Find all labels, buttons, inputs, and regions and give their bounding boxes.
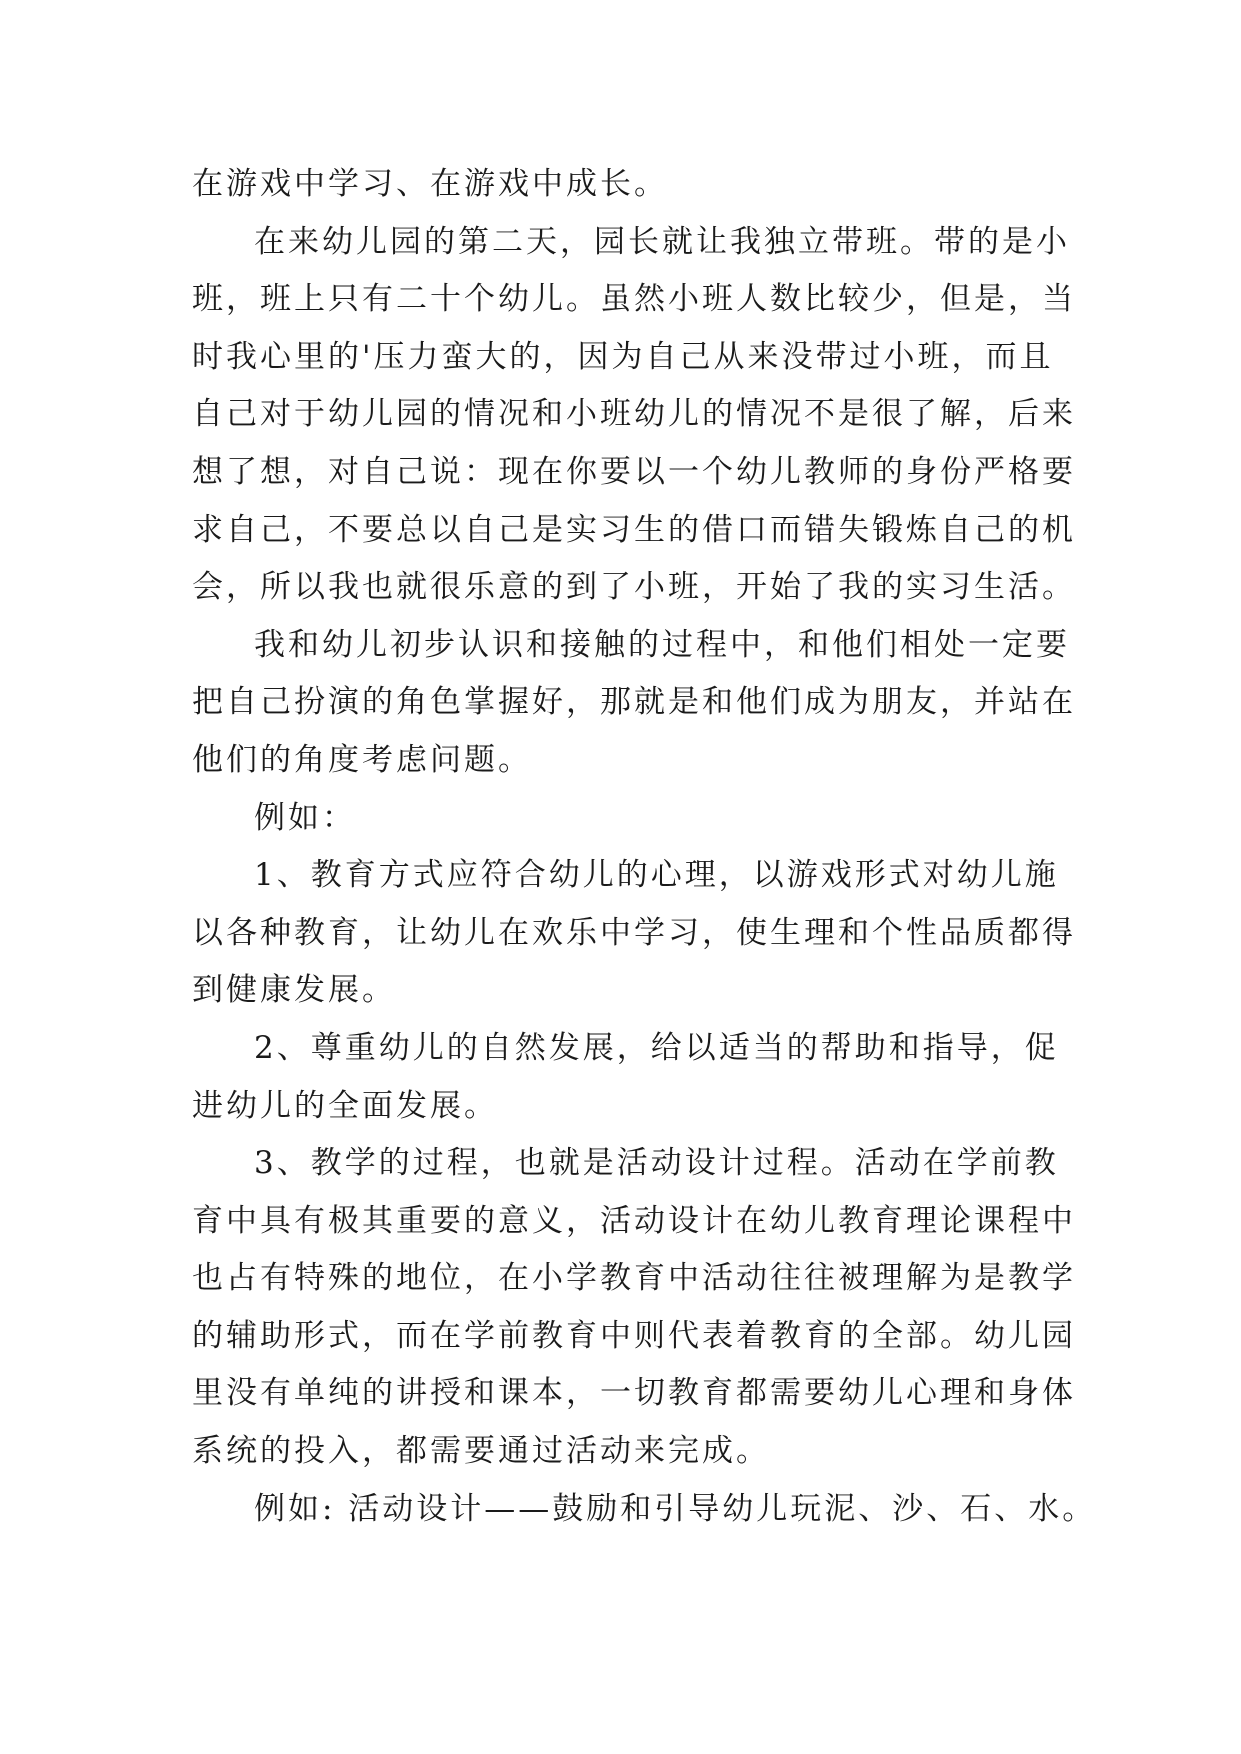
text-line: 3、教学的过程，也就是活动设计过程。活动在学前教 — [254, 1145, 1059, 1182]
text-line: 进幼儿的全面发展。 — [192, 1087, 498, 1124]
text-line: 系统的投入，都需要通过活动来完成。 — [192, 1433, 770, 1470]
text-line: 自己对于幼儿园的情况和小班幼儿的情况不是很了解，后来 — [192, 396, 1076, 433]
text-line: 班，班上只有二十个幼儿。虽然小班人数比较少，但是，当 — [192, 281, 1076, 318]
text-line: 把自己扮演的角色掌握好，那就是和他们成为朋友，并站在 — [192, 684, 1076, 721]
text-line: 以各种教育，让幼儿在欢乐中学习，使生理和个性品质都得 — [192, 914, 1076, 951]
text-line: 我和幼儿初步认识和接触的过程中，和他们相处一定要 — [254, 626, 1070, 663]
text-line: 2、尊重幼儿的自然发展，给以适当的帮助和指导，促 — [254, 1029, 1059, 1066]
text-line: 的辅助形式，而在学前教育中则代表着教育的全部。幼儿园 — [192, 1317, 1076, 1354]
text-line: 里没有单纯的讲授和课本，一切教育都需要幼儿心理和身体 — [192, 1375, 1076, 1412]
text-line: 时我心里的'压力蛮大的，因为自己从来没带过小班，而且 — [192, 338, 1054, 375]
text-line: 他们的角度考虑问题。 — [192, 741, 532, 778]
text-line: 在游戏中学习、在游戏中成长。 — [192, 166, 668, 202]
text-line: 求自己，不要总以自己是实习生的借口而错失锻炼自己的机 — [192, 511, 1076, 548]
text-line: 育中具有极其重要的意义，活动设计在幼儿教育理论课程中 — [192, 1202, 1076, 1239]
text-line: 1、教育方式应符合幼儿的心理，以游戏形式对幼儿施 — [254, 857, 1059, 894]
text-line: 会，所以我也就很乐意的到了小班，开始了我的实习生活。 — [192, 569, 1076, 606]
text-line: 在来幼儿园的第二天，园长就让我独立带班。带的是小 — [254, 223, 1070, 260]
text-line: 例如: 活动设计——鼓励和引导幼儿玩泥、沙、石、水。 — [254, 1490, 1097, 1527]
text-line: 想了想，对自己说：现在你要以一个幼儿教师的身份严格要 — [192, 453, 1076, 490]
text-line: 到健康发展。 — [192, 972, 396, 1009]
text-line: 也占有特殊的地位，在小学教育中活动往往被理解为是教学 — [192, 1260, 1076, 1297]
text-line: 例如： — [254, 799, 356, 836]
document-body — [192, 156, 1097, 1538]
